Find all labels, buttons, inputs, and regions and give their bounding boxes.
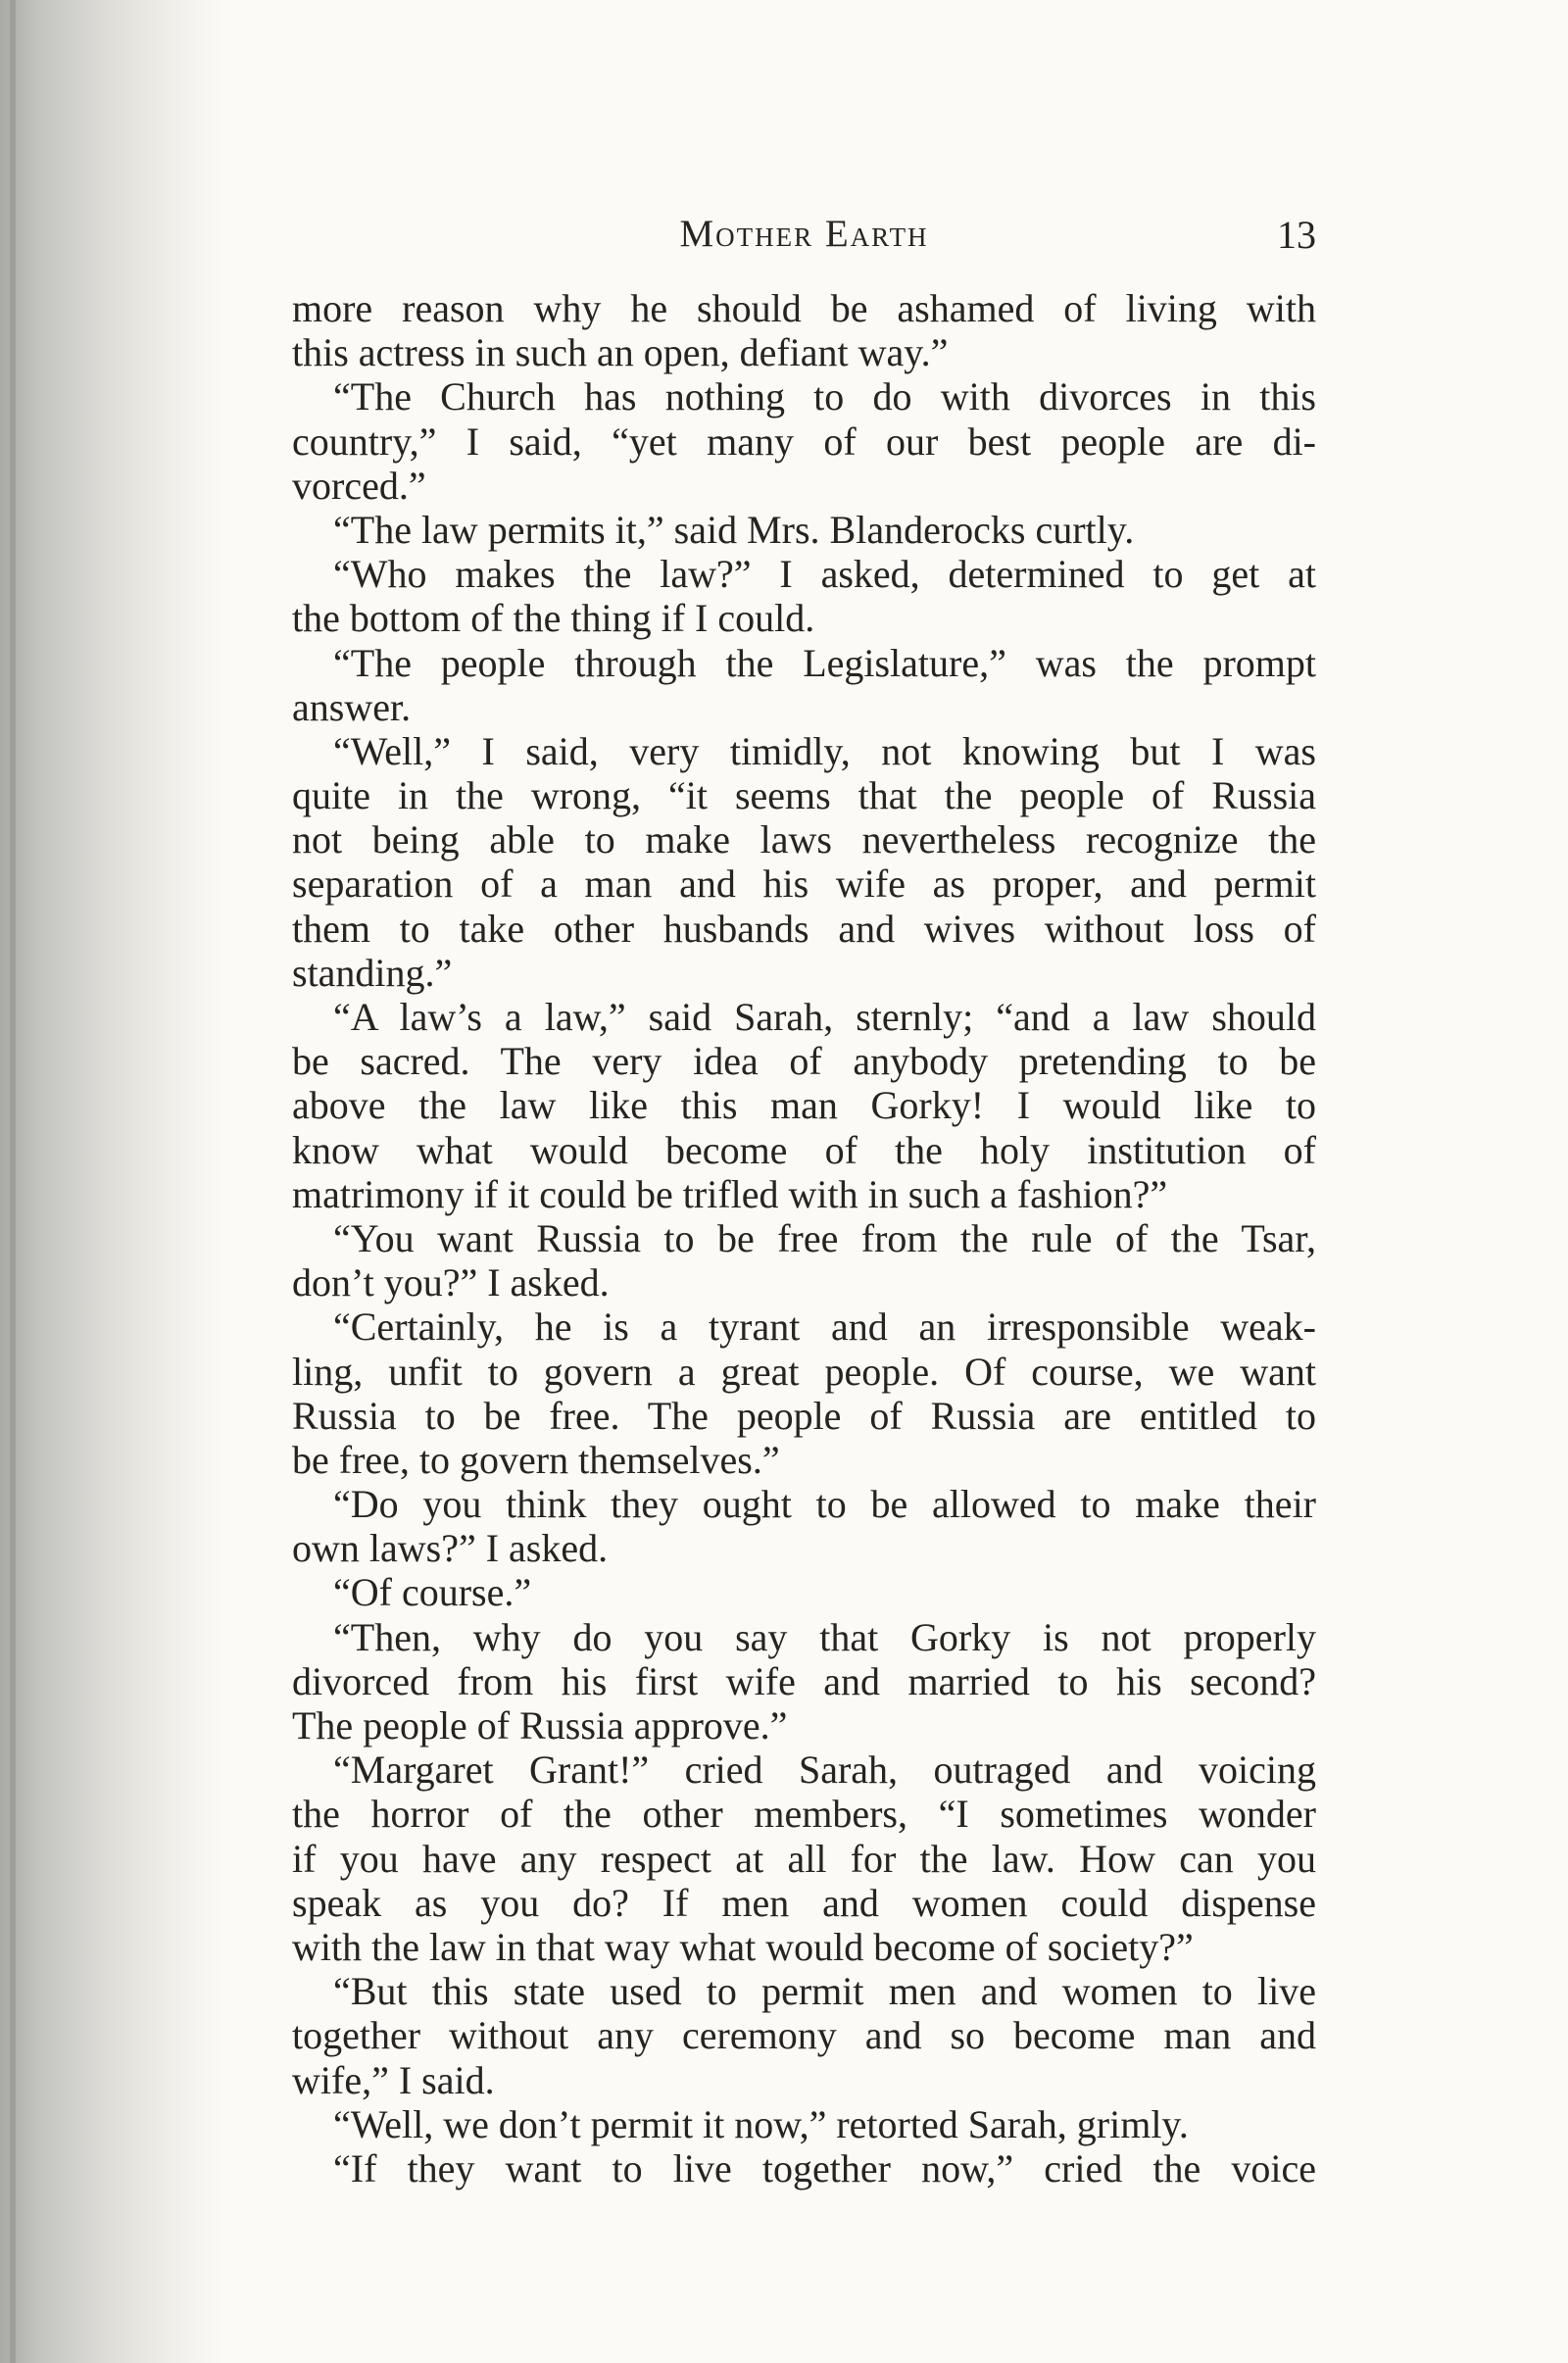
text-line: The people of Russia approve.” bbox=[292, 1703, 788, 1748]
text-line: wife,” I said. bbox=[292, 2057, 495, 2102]
text-line: own laws?” I asked. bbox=[292, 1526, 609, 1571]
text-line: “A law’s a law,” said Sarah, sternly; “and a law should bbox=[333, 995, 1316, 1039]
text-line: together without any ceremony and so become man and bbox=[292, 2013, 1316, 2058]
body-text bbox=[292, 286, 1316, 2191]
text-line: them to take other husbands and wives without loss of bbox=[292, 906, 1316, 951]
text-line: ling, unfit to govern a great people. Of course, we want bbox=[292, 1349, 1316, 1394]
text-line: “Of course.” bbox=[333, 1570, 532, 1615]
text-line: country,” I said, “yet many of our best people are di- bbox=[292, 418, 1316, 464]
text-line: “But this state used to permit men and women to live bbox=[333, 1969, 1316, 2014]
text-line: “You want Russia to be free from the rule of the Tsar, bbox=[333, 1215, 1316, 1260]
text-line: matrimony if it could be trifled with in such a fashion?” bbox=[292, 1171, 1168, 1216]
text-line: vorced.” bbox=[292, 463, 426, 508]
text-line: “Well, we don’t permit it now,” retorted Sarah, grimly. bbox=[333, 2101, 1189, 2146]
text-line: quite in the wrong, “it seems that the people of Russia bbox=[292, 773, 1316, 818]
text-line: be free, to govern themselves.” bbox=[292, 1437, 780, 1482]
text-line: divorced from his first wife and married to his second? bbox=[292, 1658, 1316, 1703]
text-line: “The people through the Legislature,” was the prompt bbox=[333, 640, 1316, 685]
text-line: “Well,” I said, very timidly, not knowing but I was bbox=[333, 728, 1316, 773]
text-line: know what would become of the holy institution of bbox=[292, 1127, 1316, 1172]
text-line: the horror of the other members, “I sometimes wonder bbox=[292, 1792, 1316, 1837]
text-line: separation of a man and his wife as proper, and permit bbox=[292, 862, 1316, 907]
text-line: answer. bbox=[292, 684, 412, 729]
running-title: Mother Earth bbox=[679, 213, 929, 255]
page-number: 13 bbox=[1277, 213, 1316, 257]
text-line: above the law like this man Gorky! I would like to bbox=[292, 1083, 1316, 1128]
text-line: “Do you think they ought to be allowed to make their bbox=[333, 1482, 1316, 1527]
text-line: standing.” bbox=[292, 950, 453, 995]
text-line: this actress in such an open, defiant way.” bbox=[292, 330, 949, 375]
text-line: speak as you do? If men and women could dispense bbox=[292, 1880, 1316, 1925]
text-line: be sacred. The very idea of anybody pretending to be bbox=[292, 1039, 1316, 1084]
text-line: “If they want to live together now,” cried the voice bbox=[333, 2145, 1316, 2191]
text-line: don’t you?” I asked. bbox=[292, 1260, 610, 1305]
text-line: with the law in that way what would become of society?” bbox=[292, 1924, 1194, 1969]
text-line: “Margaret Grant!” cried Sarah, outraged and voicing bbox=[333, 1748, 1316, 1793]
text-line: the bottom of the thing if I could. bbox=[292, 596, 815, 641]
text-line: “Who makes the law?” I asked, determined to get at bbox=[333, 552, 1316, 597]
page-gutter-shadow bbox=[0, 0, 225, 2363]
text-line: “The law permits it,” said Mrs. Blanderocks curtly. bbox=[333, 507, 1135, 552]
text-line: more reason why he should be ashamed of living with bbox=[292, 286, 1316, 330]
text-line: if you have any respect at all for the law. How can you bbox=[292, 1836, 1316, 1881]
page-header bbox=[292, 212, 1316, 271]
text-line: Russia to be free. The people of Russia are entitled to bbox=[292, 1393, 1316, 1438]
text-line: “Then, why do you say that Gorky is not properly bbox=[333, 1614, 1316, 1659]
binding-edge bbox=[10, 0, 16, 2363]
text-line: “The Church has nothing to do with divorces in this bbox=[333, 374, 1316, 419]
text-line: not being able to make laws nevertheless recognize the bbox=[292, 817, 1316, 862]
text-line: “Certainly, he is a tyrant and an irresponsible weak- bbox=[333, 1305, 1316, 1350]
